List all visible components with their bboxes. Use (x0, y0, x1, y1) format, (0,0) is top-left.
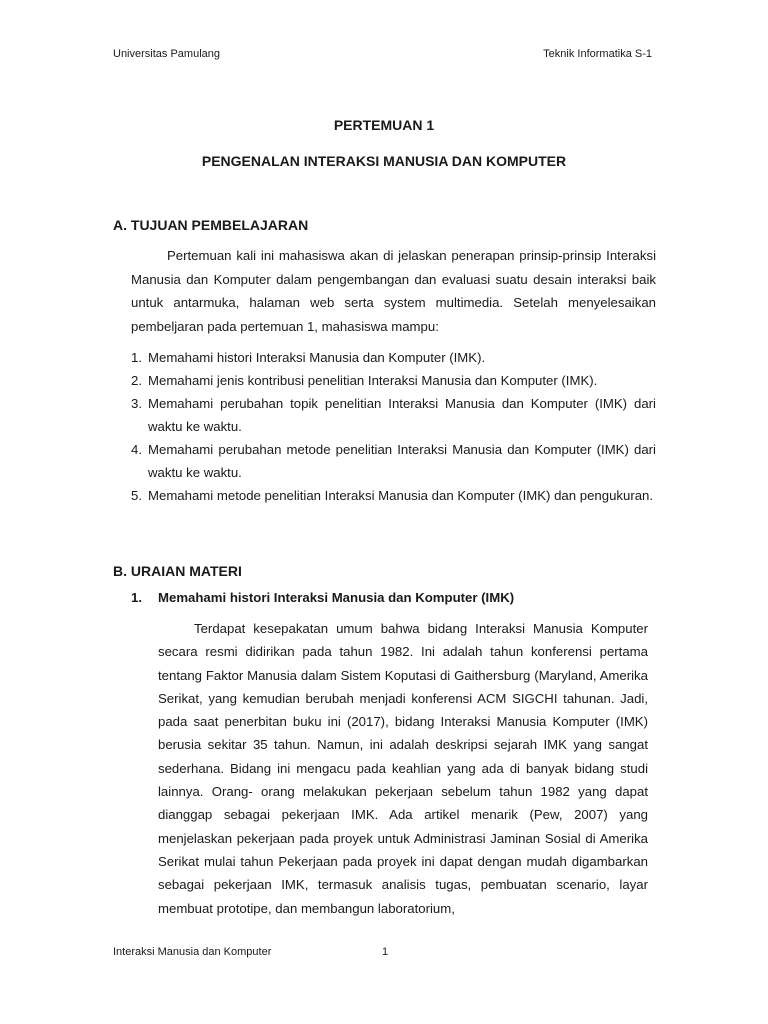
section-a-heading: A. TUJUAN PEMBELAJARAN (113, 217, 309, 233)
list-item-text: Memahami perubahan metode penelitian Interaksi Manusia dan Komputer (IMK) dari waktu ke waktu. (148, 442, 656, 480)
list-item-text: Memahami jenis kontribusi penelitian Interaksi Manusia dan Komputer (IMK). (148, 373, 598, 388)
list-item-text: Memahami perubahan topik penelitian Interaksi Manusia dan Komputer (IMK) dari waktu ke waktu. (148, 396, 656, 434)
list-item-number: 2. (131, 373, 142, 388)
list-item (131, 392, 656, 438)
list-item-number: 4. (131, 442, 142, 457)
chapter-title: PENGENALAN INTERAKSI MANUSIA DAN KOMPUTER (201, 153, 567, 169)
footer-course-name: Interaksi Manusia dan Komputer (113, 946, 272, 958)
page-number: 1 (382, 946, 389, 958)
header-program: Teknik Informatika S-1 (543, 48, 652, 60)
meeting-title: PERTEMUAN 1 (333, 117, 435, 133)
header-institution: Universitas Pamulang (113, 48, 220, 60)
list-item (131, 484, 656, 507)
objectives-list (131, 346, 656, 507)
section-a-intro (131, 244, 656, 338)
running-header (113, 48, 652, 60)
subsection-heading (131, 590, 514, 605)
list-item-number: 3. (131, 396, 142, 411)
section-b-heading: B. URAIAN MATERI (113, 563, 242, 579)
section-b-body (158, 617, 648, 920)
history-paragraph: Terdapat kesepakatan umum bahwa bidang Interaksi Manusia Komputer secara resmi didirikan pada tahun 1982. Ini adalah tahun konferensi pertama tentang Faktor Manusia dalam Sistem Koputasi di Gaithersburg (Maryland, Amerika Serikat, yang kemudian berubah menjadi konferensi ACM SIGCHI tahunan. Jadi, pada saat penerbitan buku ini (2017), bidang Interaksi Manusia Komputer (IMK) berusia sekitar 35 tahun. Namun, ini adalah deskripsi sejarah IMK yang sangat sederhana. Bidang ini mengacu pada keahlian yang ada di banyak bidang studi lainnya. Orang- orang melakukan pekerjaan sebelum tahun 1982 yang dapat dianggap sebagai pekerjaan IMK. Ada artikel menarik (Pew, 2007) yang menjelaskan pekerjaan pada proyek untuk Administrasi Jaminan Sosial di Amerika Serikat mulai tahun Pekerjaan pada proyek ini dapat dengan mudah digambarkan sebagai pekerjaan IMK, termasuk analisis tugas, pembuatan scenario, layar membuat prototipe, dan membangun laboratorium, (158, 621, 648, 916)
intro-paragraph: Pertemuan kali ini mahasiswa akan di jelaskan penerapan prinsip-prinsip Interaksi Manusia dan Komputer dalam pengembangan dan evaluasi suatu desain interaksi baik untuk antarmuka, halaman web serta system multimedia. Setelah menyelesaikan pembeljaran pada pertemuan 1, mahasiswa mampu: (131, 248, 656, 334)
running-footer (113, 946, 413, 958)
subsection-number: 1. (131, 590, 142, 605)
subsection-title: Memahami histori Interaksi Manusia dan Komputer (IMK) (158, 590, 515, 605)
list-item-number: 1. (131, 350, 142, 365)
list-item-number: 5. (131, 488, 142, 503)
list-item-text: Memahami histori Interaksi Manusia dan Komputer (IMK). (148, 350, 486, 365)
list-item (131, 346, 656, 369)
list-item (131, 369, 656, 392)
list-item-text: Memahami metode penelitian Interaksi Manusia dan Komputer (IMK) dan pengukuran. (148, 488, 654, 503)
list-item (131, 438, 656, 484)
